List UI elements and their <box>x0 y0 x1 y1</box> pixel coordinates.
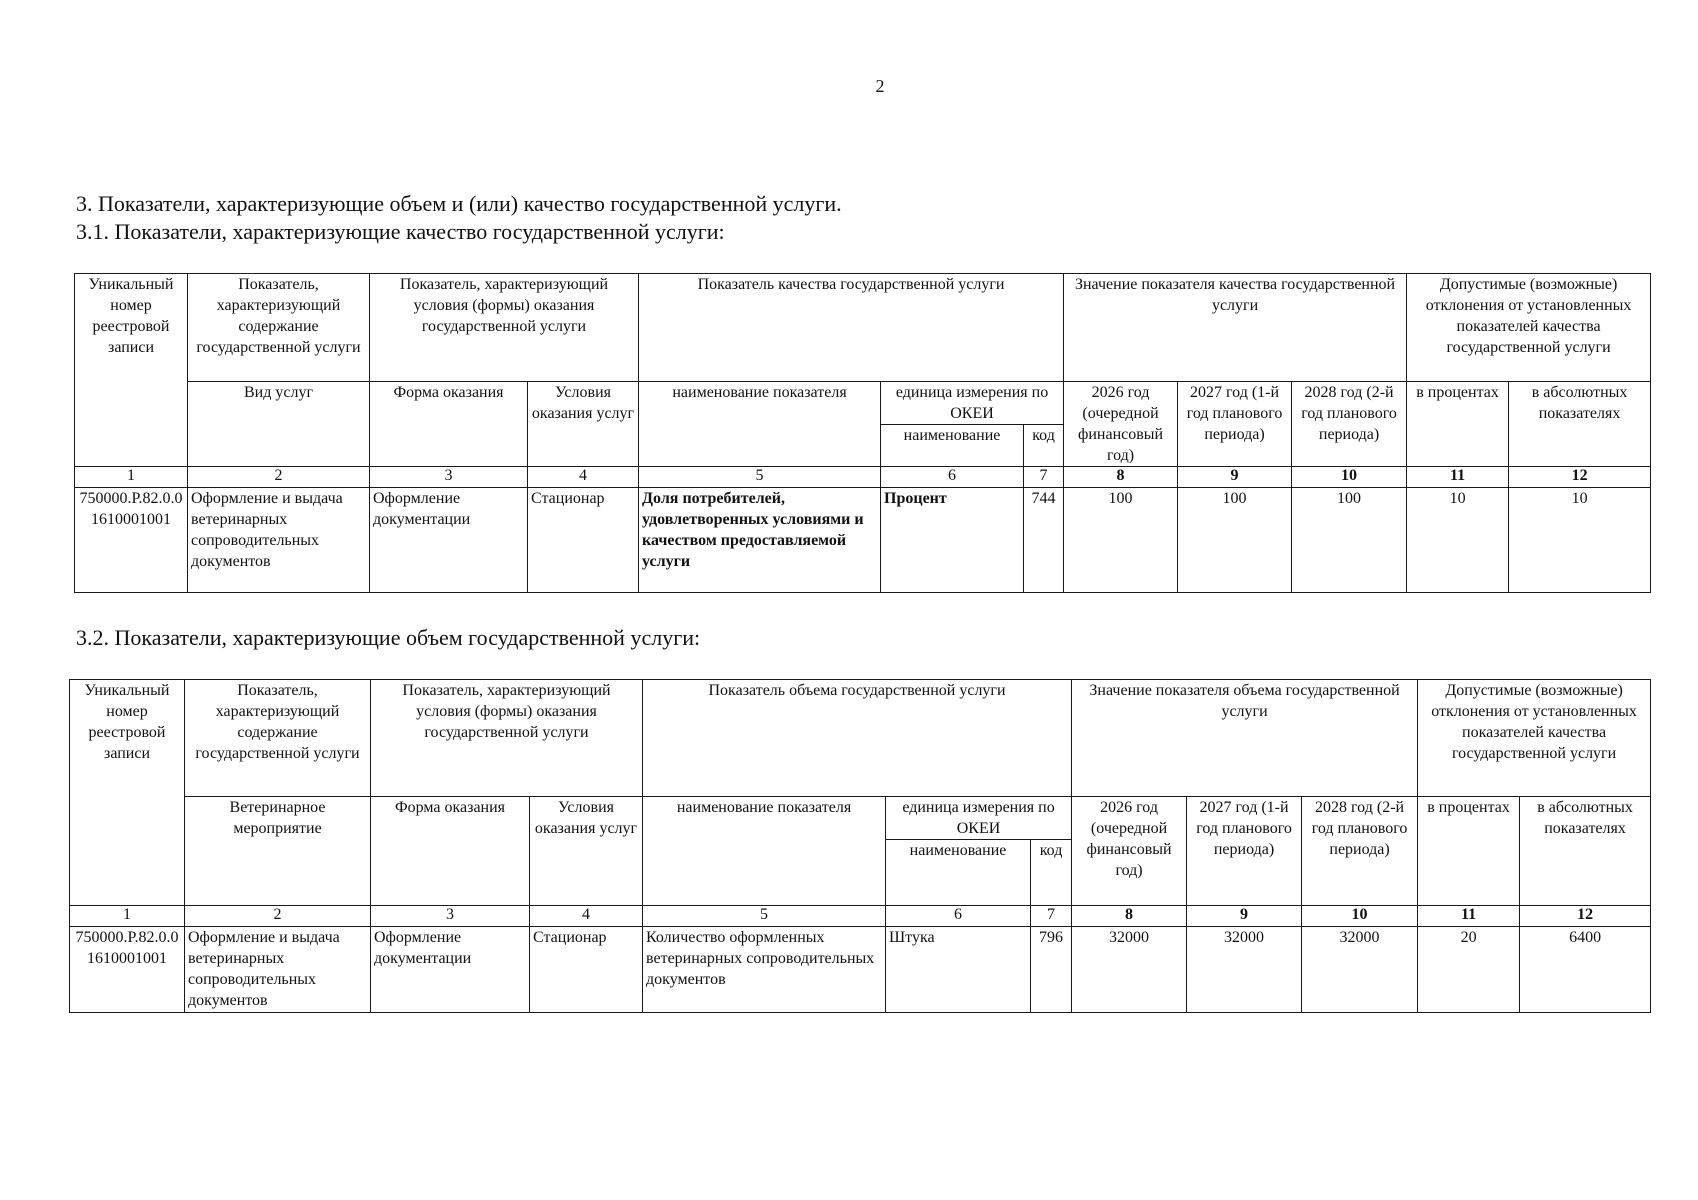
cell-unit-name: Штука <box>886 927 1031 1013</box>
header-conditions: Условия оказания услуг <box>530 797 643 906</box>
quality-indicators-table <box>74 273 1651 593</box>
table-row <box>75 488 1651 593</box>
column-number: 6 <box>886 906 1031 927</box>
header-deviation-group: Допустимые (возможные) отклонения от установленных показателей качества государственной услуги <box>1407 274 1651 382</box>
header-service-type: Ветеринарное мероприятие <box>185 797 371 906</box>
header-unit-okei: единица измерения по ОКЕИ <box>886 797 1072 840</box>
volume-indicators-table <box>69 679 1651 1013</box>
header-form: Форма оказания <box>371 797 530 906</box>
header-unit-name: наименование <box>881 425 1024 467</box>
header-unit-code: код <box>1024 425 1064 467</box>
column-number-row <box>75 467 1651 488</box>
cell-unique-number: 750000.Р.82.0.01610001001 <box>70 927 185 1013</box>
column-number-row <box>70 906 1651 927</box>
column-number: 8 <box>1064 467 1178 488</box>
header-conditions-indicator: Показатель, характеризующий условия (формы) оказания государственной услуги <box>371 680 643 797</box>
header-form: Форма оказания <box>370 382 528 467</box>
column-number: 10 <box>1292 467 1407 488</box>
header-content-indicator: Показатель, характеризующий содержание государственной услуги <box>188 274 370 382</box>
column-number: 1 <box>75 467 188 488</box>
cell-deviation-percent: 20 <box>1418 927 1520 1013</box>
header-value-group: Значение показателя объема государственной услуги <box>1072 680 1418 797</box>
header-content-indicator: Показатель, характеризующий содержание государственной услуги <box>185 680 371 797</box>
column-number: 2 <box>185 906 371 927</box>
header-year-2026: 2026 год (очередной финансовый год) <box>1064 382 1178 467</box>
header-year-2027: 2027 год (1-й год планового периода) <box>1187 797 1302 906</box>
column-number: 6 <box>881 467 1024 488</box>
cell-service-type: Оформление и выдача ветеринарных сопроводительных документов <box>188 488 370 593</box>
cell-indicator-name: Доля потребителей, удовлетворенных условиями и качеством предоставляемой услуги <box>639 488 881 593</box>
column-number: 1 <box>70 906 185 927</box>
cell-indicator-name: Количество оформленных ветеринарных сопроводительных документов <box>643 927 886 1013</box>
cell-unit-name: Процент <box>881 488 1024 593</box>
cell-deviation-absolute: 6400 <box>1520 927 1651 1013</box>
header-indicator-name: наименование показателя <box>639 382 881 467</box>
header-absolute: в абсолютных показателях <box>1509 382 1651 467</box>
header-unique-number: Уникальный номер реестровой записи <box>75 274 188 467</box>
section-heading-3-1: 3.1. Показатели, характеризующие качество государственной услуги: <box>76 219 725 244</box>
cell-deviation-percent: 10 <box>1407 488 1509 593</box>
header-percent: в процентах <box>1418 797 1520 906</box>
header-absolute: в абсолютных показателях <box>1520 797 1651 906</box>
column-number: 5 <box>643 906 886 927</box>
cell-value-2028: 100 <box>1292 488 1407 593</box>
section-heading-3: 3. Показатели, характеризующие объем и (или) качество государственной услуги. <box>76 191 842 216</box>
column-number: 11 <box>1418 906 1520 927</box>
header-value-group: Значение показателя качества государственной услуги <box>1064 274 1407 382</box>
header-unit-name: наименование <box>886 840 1031 906</box>
cell-conditions: Стационар <box>528 488 639 593</box>
column-number: 7 <box>1031 906 1072 927</box>
column-number: 11 <box>1407 467 1509 488</box>
column-number: 3 <box>370 467 528 488</box>
header-unit-okei: единица измерения по ОКЕИ <box>881 382 1064 425</box>
cell-unit-code: 796 <box>1031 927 1072 1013</box>
cell-value-2027: 32000 <box>1187 927 1302 1013</box>
cell-deviation-absolute: 10 <box>1509 488 1651 593</box>
header-year-2028: 2028 год (2-й год планового периода) <box>1292 382 1407 467</box>
header-year-2028: 2028 год (2-й год планового периода) <box>1302 797 1418 906</box>
header-unit-code: код <box>1031 840 1072 906</box>
header-indicator-name: наименование показателя <box>643 797 886 906</box>
cell-value-2027: 100 <box>1178 488 1292 593</box>
cell-conditions: Стационар <box>530 927 643 1013</box>
header-year-2026: 2026 год (очередной финансовый год) <box>1072 797 1187 906</box>
header-percent: в процентах <box>1407 382 1509 467</box>
column-number: 9 <box>1187 906 1302 927</box>
column-number: 3 <box>371 906 530 927</box>
cell-unit-code: 744 <box>1024 488 1064 593</box>
column-number: 12 <box>1509 467 1651 488</box>
column-number: 5 <box>639 467 881 488</box>
header-year-2027: 2027 год (1-й год планового периода) <box>1178 382 1292 467</box>
header-indicator-group: Показатель объема государственной услуги <box>643 680 1072 797</box>
cell-value-2028: 32000 <box>1302 927 1418 1013</box>
header-conditions-indicator: Показатель, характеризующий условия (формы) оказания государственной услуги <box>370 274 639 382</box>
column-number: 7 <box>1024 467 1064 488</box>
column-number: 9 <box>1178 467 1292 488</box>
cell-form: Оформление документации <box>370 488 528 593</box>
header-indicator-group: Показатель качества государственной услуги <box>639 274 1064 382</box>
header-unique-number: Уникальный номер реестровой записи <box>70 680 185 906</box>
cell-form: Оформление документации <box>371 927 530 1013</box>
column-number: 2 <box>188 467 370 488</box>
column-number: 4 <box>528 467 639 488</box>
cell-service-type: Оформление и выдача ветеринарных сопроводительных документов <box>185 927 371 1013</box>
section-heading-3-2: 3.2. Показатели, характеризующие объем государственной услуги: <box>76 625 701 650</box>
column-number: 12 <box>1520 906 1651 927</box>
column-number: 8 <box>1072 906 1187 927</box>
header-service-type: Вид услуг <box>188 382 370 467</box>
column-number: 4 <box>530 906 643 927</box>
column-number: 10 <box>1302 906 1418 927</box>
cell-value-2026: 32000 <box>1072 927 1187 1013</box>
header-deviation-group: Допустимые (возможные) отклонения от установленных показателей качества государственной услуги <box>1418 680 1651 797</box>
header-conditions: Условия оказания услуг <box>528 382 639 467</box>
table-row <box>70 927 1651 1013</box>
cell-unique-number: 750000.Р.82.0.01610001001 <box>75 488 188 593</box>
page-number: 2 <box>875 76 885 96</box>
cell-value-2026: 100 <box>1064 488 1178 593</box>
